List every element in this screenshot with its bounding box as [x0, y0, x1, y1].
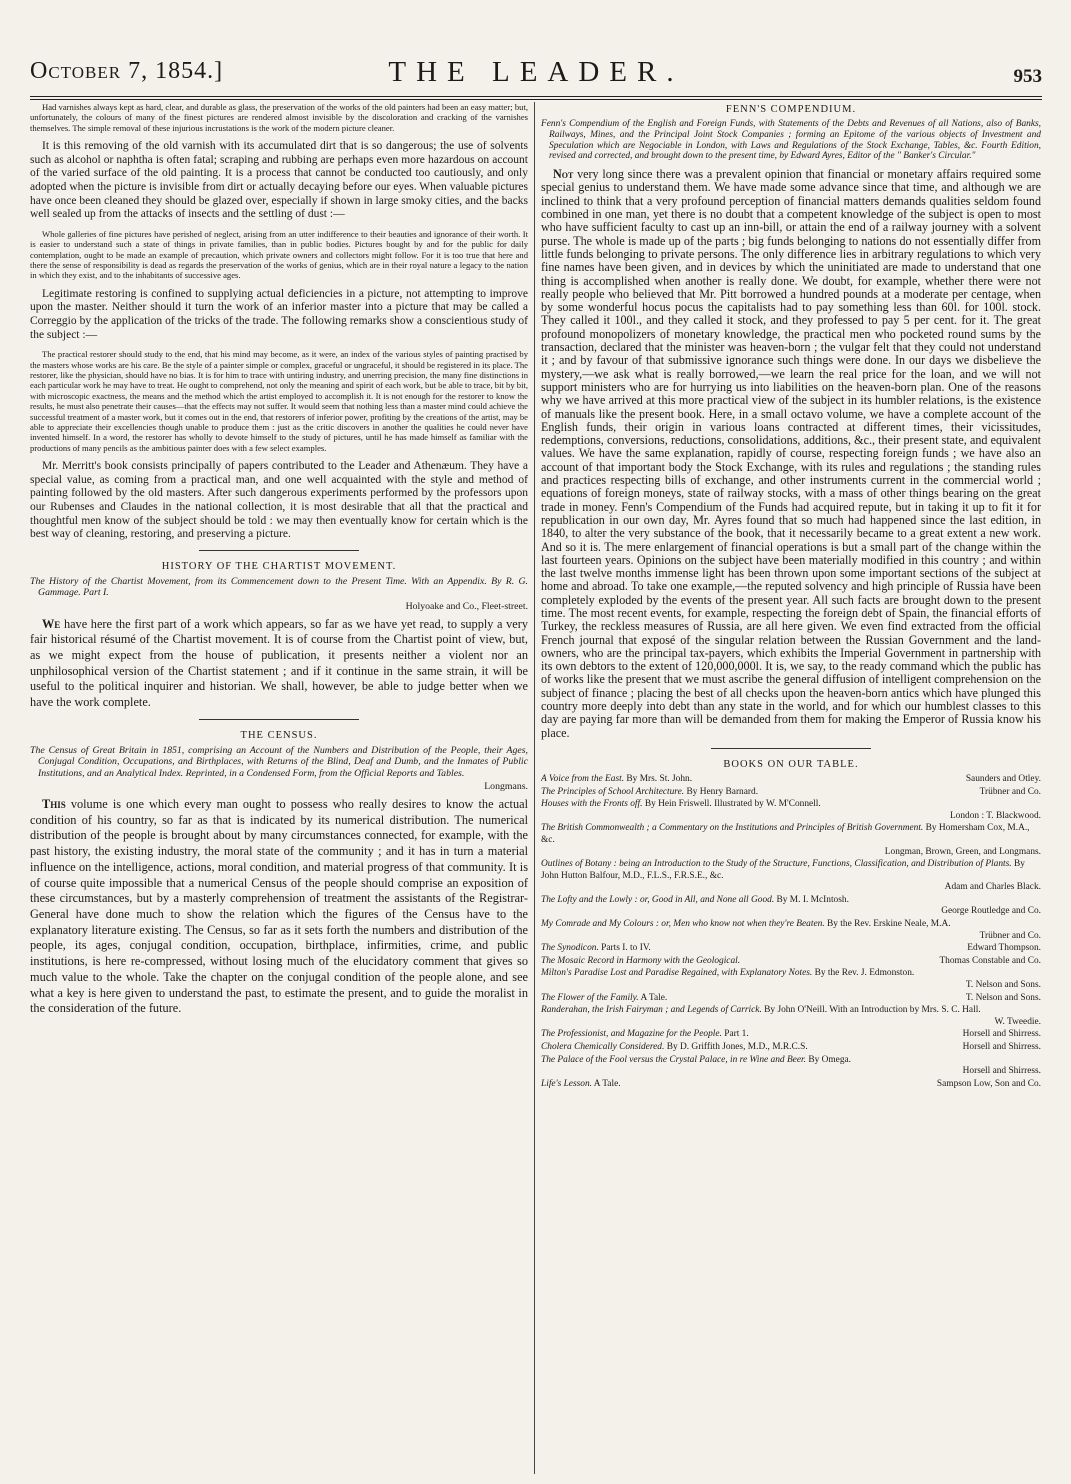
book-publisher: Sampson Low, Son and Co.	[936, 1078, 1041, 1089]
galleries-quote: Whole galleries of fine pictures have perished of neglect, arising from an utter indifference to their beauties and ignorance of their worth. It is easier to understand such a state of things in private families, than in public bodies. Pictures bought by and for the public for daily contemplation, ought to be made an example of precaution, which private owners and collectors might follow. For it is too true that here and there the sense of responsibility is dead as regards the preservation of the works of genius, which are in their royal nature a legacy to the nation in which they exist, and to the inhabitants of successive ages.	[30, 228, 528, 281]
fenn-review-text: very long since there was a prevalent opinion that financial or monetary affairs required some special genius to understand them. We have made some advance since that time, and although we are inclined to think that a very profound perception of financial matters demands qualities seldom found combined in one man, yet there is no doubt that a competent knowledge of the subject is open to most who have sufficient faculty to cast up an inn-bill, or attain the end of a railway journey with a solvent purse. The whole is made up of the parts ; big funds belonging to nations do not essentially differ from little funds belonging to private persons. The only difference lies in arbitrary regulations to which very fine names have been given, and in devices by which the uninitiated are made to understand that one thing is accomplished when another is really done. We doubt, for example, whether there were not really people who believed that Mr. Pitt borrowed a hundred pounds at a moderate per centage, when by some wonderful hocus pocus the capitalists had to pay something less than 60l. for 100l. stock. They called it 100l., and they called it stock, and they professed to pay 5 per cent. for it. The great profound monopolizers of monetary knowledge, the practical men who pocketed round sums by the transaction, declared that the minister was heaven-born ; the vulgar felt that they could not understand it ; and by favour of that submissive ignorance such things were done. In our days we disbelieve the mystery,—we ask what is really borrowed,—we learn the real price for the loan, and we will not support ministers who are for hurrying us into liabilities on the heaven-born plan. One of the reasons why we have arrived at this more practical view of the subject in its humbler relations, is the existence of manuals like the present book. Here, in a small octavo volume, we have a complete account of the English funds, their origin in various loans contracted at different times, their vicissitudes, redemptions, conversions, reductions, consolidations, additions, &c., their present state, and equivalent values. We have the same explanation, rapidly of course, respecting foreign funds ; we have also an account of that important body the Stock Exchange, with its rules and regulations ; the standing rules and practices respecting bills of exchange, and other instruments current in the commercial world ; equations of foreign moneys, state of railway stocks, with a mass of other things bearing on the great trade in money. Fenn's Compendium of the Funds had acquired repute, but in taking it up to fit it for republication in our own day, Mr. Ayres found that so much had happened since the last edition, in 1840, to alter the very substance of the book, that it necessarily became to a great extent a new work. And so it is. The mere enlargement of financial operations is but a small part of the change within the last fourteen years. Opinions on the subject have been materially modified in this country ; and within the last twelve months immense light has been thrown upon some important sections of the subject at home and abroad. To take one example,—the reputed solvency and high principle of Russia have been completely exploded by the events of the present year. All such facts are brought down to the present time. The most recent events, for example, respecting the foreign debt of Spain, the financial efforts of Turkey, the reckless measures of Russia, are all here given. We even find extracted from the official French journal that exposé of the singular relation between the Russian Government and the land-owners, who are the principal tax-payers, which exhibits the Imperial Government in partnership with its own debtors to the extent of 120,000,000l. It is, we say, to the ready command which the public has of works like the present that we must ascribe the general diffusion of intelligent comprehension on the subject of finance ; placing the best of all checks upon the heaven-born antics which have plunged this country more deeply into debt than any state in the world, and for which our humblest classes to this day are paying far more than will be demanded from them for making the Emperor of Russia know his place.	[541, 167, 1041, 740]
section-rule	[199, 719, 359, 720]
book-publisher: London : T. Blackwood.	[949, 810, 1041, 821]
chartist-heading: HISTORY OF THE CHARTIST MOVEMENT.	[161, 560, 397, 572]
chartist-book-description: The History of the Chartist Movement, from its Commencement down to the Present Time. With an Appendix. By R. G. Gammage. Part I.	[30, 575, 528, 599]
books-heading: BOOKS ON OUR TABLE.	[723, 758, 859, 770]
book-title: Houses with the Fronts off.	[541, 799, 643, 810]
chartist-review-text: have here the first part of a work which appears, so far as we have yet read, to supply a very fair historical résumé of the Chartist movement. It is of course from the Chartist point of view, but, as we might expect from the house of publication, it presents neither a violent nor an unphilosophical version of the Chartist statement ; and if it continue in the same strain, it will be useful to the political inquirer and historian. We shall, however, be able to judge better when we have the work complete.	[30, 616, 528, 710]
column-divider	[534, 102, 535, 1474]
book-entry	[541, 823, 1041, 858]
book-title: The Lofty and the Lowly : or, Good in All, and None all Good.	[541, 894, 775, 905]
census-review-text: volume is one which every man ought to possess who really desires to know the actual condition of his country, so far as that is indicated by its numerical distribution. The numerical distribution of the people is brought about by many circumstances connected, for example, with the past history, the existing industry, the moral state of the community ; and it has in turn a material influence on the intelligence, actions, moral condition, and material progress of that community. It is of course quite impossible that a numerical Census of the people should comprise an exposition of these circumstances, but by a masterly comprehension of treatment the assistants of the Registrar-General have done much to show the relation which the figures of the Census have to the explanatory literature existing. The Census, so far as it sets forth the numbers and distribution of the people, its ages, conjugal condition, occupation, birthplace, infirmities, crime, and public institutions, is here re-compressed, without losing much of the elucidatory comment that gives so much value to the whole. Take the chapter on the conjugal condition of the people alone, and see what a key is here given to understand the past, to estimate the present, and to guide the moralist in the consideration of the future.	[30, 797, 528, 1016]
newspaper-title: THE LEADER.	[388, 56, 684, 88]
book-publisher: Longman, Brown, Green, and Longmans.	[884, 846, 1041, 857]
census-review	[30, 797, 528, 1017]
book-author: By D. Griffith Jones, M.D., M.R.C.S.	[664, 1042, 808, 1053]
page-number: 953	[1013, 66, 1042, 87]
fenn-review	[541, 168, 1041, 740]
book-entry	[541, 895, 1041, 918]
book-entry	[541, 774, 1041, 786]
book-author: Part 1.	[721, 1029, 749, 1040]
book-entry	[541, 943, 1041, 955]
book-publisher: W. Tweedie.	[994, 1016, 1041, 1027]
book-title: A Voice from the East.	[541, 773, 625, 784]
book-title: My Comrade and My Colours : or, Men who know not when they're Beaten.	[541, 919, 825, 930]
book-publisher: Horsell and Shirress.	[962, 1029, 1041, 1040]
book-publisher: Horsell and Shirress.	[962, 1042, 1041, 1053]
book-publisher: Trübner and Co.	[979, 786, 1041, 797]
masthead-rule	[30, 96, 1042, 97]
book-title: Life's Lesson.	[541, 1078, 592, 1089]
book-title: The Professionist, and Magazine for the People.	[541, 1029, 722, 1040]
book-entry	[541, 859, 1041, 894]
book-author: By Henry Barnard.	[684, 786, 759, 797]
fenn-lead-word: Not	[553, 167, 574, 182]
section-rule	[199, 550, 359, 551]
book-publisher: T. Nelson and Sons.	[965, 992, 1041, 1003]
book-entry	[541, 1042, 1041, 1054]
restoring-paragraph: Legitimate restoring is confined to supplying actual deficiencies in a picture, not attempting to improve upon the master. Neither should it turn the work of an inferior master into a picture that may be called a Correggio by the application of the tricks of the trade. The following remarks show a conscientious study of the subject :—	[30, 287, 528, 341]
book-entry	[541, 1029, 1041, 1041]
book-entry	[541, 787, 1041, 799]
restorer-quote: The practical restorer should study to the end, that his mind may become, as it were, an index of the various styles of painting practised by the masters whose works are his care. Be the style of a painter simple or complex, graceful or ungraceful, it should be registered in its place. The restorer, like the physician, should have no bias. It is for him to trace with untiring industry, and unerring precision, the many fine distinctions in each particular work he may have to treat. He ought to comprehend, not only the meaning and spirit of each work, but be able to trace, bit by bit, with microscopic exactness, the means and the method which the artist employed to accomplish it. It is not enough for the restorer to know the results, he must also penetrate their causes—that the effects may not suffer. It would seem that nothing less than a master mind could achieve the successful treatment of a master work, but it comes out in the end, that restorers of inferior power, profiting by the creations of the artist, may be able to appreciate their excellencies though unable to produce them : just as the critic discovers in another the qualities he could never have invented himself. In a word, the restorer has wholly to devote himself to the study of pictures, until he has made himself as familiar with the productions of many pencils as the ambitious painter does with a few select examples.	[30, 349, 528, 453]
book-publisher: George Routledge and Co.	[941, 906, 1041, 917]
census-book-description: The Census of Great Britain in 1851, comprising an Account of the Numbers and Distribution of the People, their Ages, Conjugal Condition, Occupations, and Birthplaces, with Returns of the Blind, Deaf and Dumb, and the Inmates of Public Institutions, and an Analytical Index. Reprinted, in a Condensed Form, from the Official Reports and Tables.	[30, 744, 528, 779]
book-title: The Mosaic Record in Harmony with the Geological.	[541, 955, 741, 966]
left-column	[30, 102, 528, 1022]
book-entry	[541, 993, 1041, 1005]
chartist-lead-word: We	[42, 616, 61, 631]
book-title: Randerahan, the Irish Fairyman ; and Legends of Carrick.	[541, 1005, 762, 1016]
book-entry	[541, 1005, 1041, 1028]
book-entry	[541, 1055, 1041, 1078]
book-author: A Tale.	[591, 1078, 621, 1089]
census-heading: THE CENSUS.	[240, 729, 318, 741]
book-publisher: Thomas Constable and Co.	[939, 955, 1041, 966]
fenn-heading: FENN'S COMPENDIUM.	[725, 104, 857, 115]
book-title: Cholera Chemically Considered.	[541, 1042, 665, 1053]
book-entry	[541, 799, 1041, 822]
book-entry	[541, 968, 1041, 991]
book-author: By Mrs. St. John.	[624, 773, 693, 784]
masthead-rule-thin	[30, 99, 1042, 100]
book-publisher: Trübner and Co.	[979, 930, 1041, 941]
census-lead-word: This	[42, 797, 66, 812]
fenn-book-description: Fenn's Compendium of the English and Foreign Funds, with Statements of the Debts and Revenues of all Nations, also of Banks, Railways, Mines, and the Principal Joint Stock Companies ; forming an Epitome of the various objects of Investment and Speculation which are Negociable in London, with Laws and Regulations of the Stock Exchange, Tables, &c. Fourth Edition, revised and corrected, and brought down to the present time, by Edward Ayres, Editor of the " Banker's Circular."	[541, 119, 1041, 162]
book-entry	[541, 919, 1041, 942]
book-author: By M. I. McIntosh.	[774, 894, 849, 905]
varnish-quote: Had varnishes always kept as hard, clear, and durable as glass, the preservation of the works of the old painters had been an easy matter; but, unfortunately, the colours of many of the finest pictures are rendered almost invisible by the discoloration and cracking of the varnishes themselves. The simple removal of these injurious incrustations is the work of the modern picture cleaner.	[30, 102, 528, 133]
cleaning-paragraph: It is this removing of the old varnish with its accumulated dirt that is so dangerous; the use of solvents such as alcohol or naphtha is often fatal; scraping and rubbing are perhaps even more hazardous on account of the varied surface of the old painting. It is a process that cannot be conducted too cautiously, and only adopted when the picture is invisible from dirt or actually decaying before our eyes. When valuable pictures have once been cleaned they should be glazed over, especially if shown in large smoky cities, and the backs well sealed up from the attacks of insects and the settling of dust :—	[30, 140, 528, 221]
book-title: The Flower of the Family.	[541, 992, 639, 1003]
book-title: The Synodicon.	[541, 943, 599, 954]
book-entry	[541, 1079, 1041, 1091]
book-publisher: Adam and Charles Black.	[944, 882, 1041, 893]
book-title: Outlines of Botany : being an Introduction to the Study of the Structure, Functions, Classification, and Distribution of Plants.	[541, 859, 1012, 870]
book-author: By the Rev. Erskine Neale, M.A.	[824, 919, 951, 930]
right-column	[541, 102, 1041, 1091]
chartist-publisher: Holyoake and Co., Fleet-street.	[405, 600, 528, 612]
book-title: Milton's Paradise Lost and Paradise Regained, with Explanatory Notes.	[541, 968, 813, 979]
book-title: The Palace of the Fool versus the Crystal Palace, in re Wine and Beer.	[541, 1054, 806, 1065]
issue-date: October 7, 1854.]	[30, 58, 224, 84]
book-list	[541, 774, 1041, 1090]
book-author: By John Hutton Balfour, M.D., F.L.S., F.R.S.E., &c.	[541, 859, 1025, 881]
book-author: A Tale.	[638, 992, 668, 1003]
book-publisher: Saunders and Otley.	[965, 773, 1041, 784]
chartist-review	[30, 617, 528, 711]
book-author: By John O'Neill. With an Introduction by Mrs. S. C. Hall.	[761, 1005, 981, 1016]
section-rule	[711, 748, 871, 749]
book-entry	[541, 956, 1041, 968]
book-publisher: T. Nelson and Sons.	[965, 980, 1041, 991]
book-author: By Hein Friswell. Illustrated by W. M'Connell.	[642, 799, 821, 810]
census-publisher: Longmans.	[484, 781, 528, 793]
book-publisher: Edward Thompson.	[967, 943, 1041, 954]
book-title: The Principles of School Architecture.	[541, 786, 685, 797]
book-author: By the Rev. J. Edmonston.	[812, 968, 915, 979]
book-publisher: Horsell and Shirress.	[962, 1066, 1041, 1077]
book-author: By Omega.	[805, 1054, 852, 1065]
book-title: The British Commonwealth ; a Commentary on the Institutions and Principles of British Government.	[541, 823, 924, 834]
merritt-paragraph: Mr. Merritt's book consists principally of papers contributed to the Leader and Athenæum. They have a special value, as coming from a practical man, and one well acquainted with the style and method of painting followed by the old masters. After such dangerous experiments performed by the professors upon our Rubenses and Claudes in the national collection, it is most desirable that all that the practical and thoughtful men know of the subject should be told : we may then eventually know for certain which is the best way of cleaning, restoring, and preserving a picture.	[30, 460, 528, 541]
book-author: Parts I. to IV.	[598, 943, 651, 954]
masthead	[30, 52, 1042, 98]
book-author: By Homersham Cox, M.A., &c.	[541, 823, 1030, 845]
